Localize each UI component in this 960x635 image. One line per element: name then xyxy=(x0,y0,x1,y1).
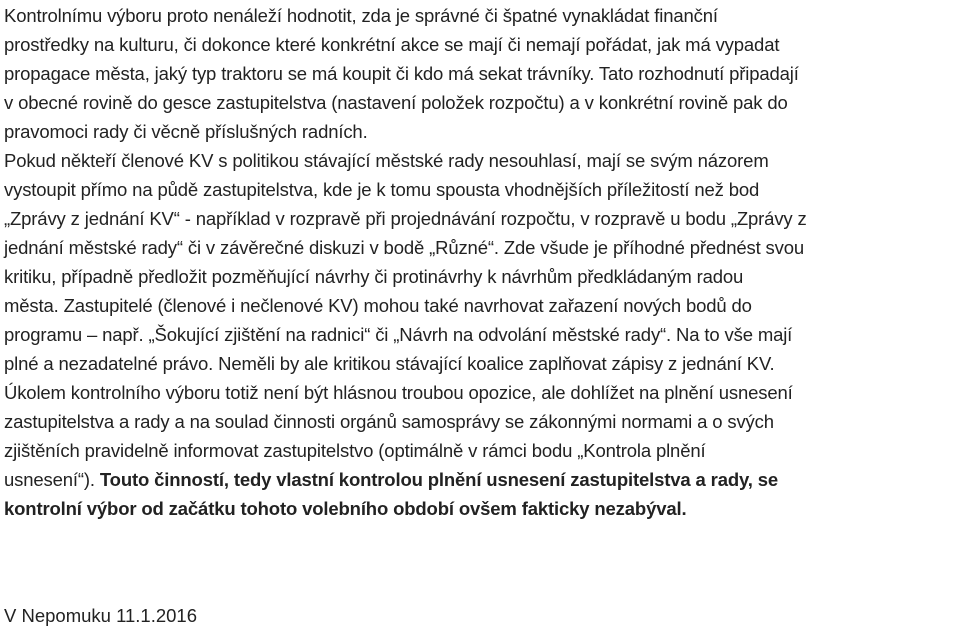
paragraph-line-11: města. Zastupitelé (členové i nečlenové KV) mohou také navrhovat zařazení nových bodů do xyxy=(4,295,752,316)
paragraph-line-2: prostředky na kulturu, či dokonce které konkrétní akce se mají či nemají pořádat, jak má vypadat xyxy=(4,34,780,55)
paragraph-line-9: jednání městské rady“ či v závěrečné diskuzi v bodě „Různé“. Zde všude je příhodné přednést svou xyxy=(4,237,805,258)
paragraph-line-12: programu – např. „Šokující zjištění na radnici“ či „Návrh na odvolání městské rady“. Na to vše mají xyxy=(4,324,793,345)
line-17-bold-text: Touto činností, tedy vlastní kontrolou plnění usnesení zastupitelstva a rady, se xyxy=(94,469,779,490)
paragraph-line-3: propagace města, jaký typ traktoru se má koupit či kdo má sekat trávníky. Tato rozhodnutí připadají xyxy=(4,63,799,84)
paragraph-line-8: „Zprávy z jednání KV“ - například v rozpravě při projednávání rozpočtu, v rozpravě u bodu „Zprávy z xyxy=(4,208,807,229)
paragraph-line-5: pravomoci rady či věcně příslušných radních. xyxy=(4,121,368,142)
line-17-regular-text: usnesení“). xyxy=(4,469,95,490)
paragraph-line-18: kontrolní výbor od začátku tohoto volebního období ovšem fakticky nezabýval. xyxy=(4,498,687,519)
paragraph-line-10: kritiku, případně předložit pozměňující návrhy či protinávrhy k návrhům předkládaným radou xyxy=(4,266,744,287)
paragraph-line-16: zjištěních pravidelně informovat zastupitelstvo (optimálně v rámci bodu „Kontrola plnění xyxy=(4,440,706,461)
paragraph-line-4: v obecné rovině do gesce zastupitelstva (nastavení položek rozpočtu) a v konkrétní rovině pak do xyxy=(4,92,788,113)
paragraph-line-13: plné a nezadatelné právo. Neměli by ale kritikou stávající koalice zaplňovat zápisy z jednání KV. xyxy=(4,353,775,374)
paragraph-line-17 xyxy=(4,465,778,494)
place-and-date: V Nepomuku 11.1.2016 xyxy=(4,605,198,626)
paragraph-line-15: zastupitelstva a rady a na soulad činnosti orgánů samosprávy se zákonnými normami a o svých xyxy=(4,411,774,432)
paragraph-line-6: Pokud někteří členové KV s politikou stávající městské rady nesouhlasí, mají se svým názorem xyxy=(4,150,769,171)
paragraph-line-7: vystoupit přímo na půdě zastupitelstva, kde je k tomu spousta vhodnějších příležitostí než bod xyxy=(4,179,760,200)
paragraph-line-1: Kontrolnímu výboru proto nenáleží hodnotit, zda je správné či špatné vynakládat finanční xyxy=(4,5,718,26)
paragraph-line-14: Úkolem kontrolního výboru totiž není být hlásnou troubou opozice, ale dohlížet na plnění usnesení xyxy=(4,382,793,403)
